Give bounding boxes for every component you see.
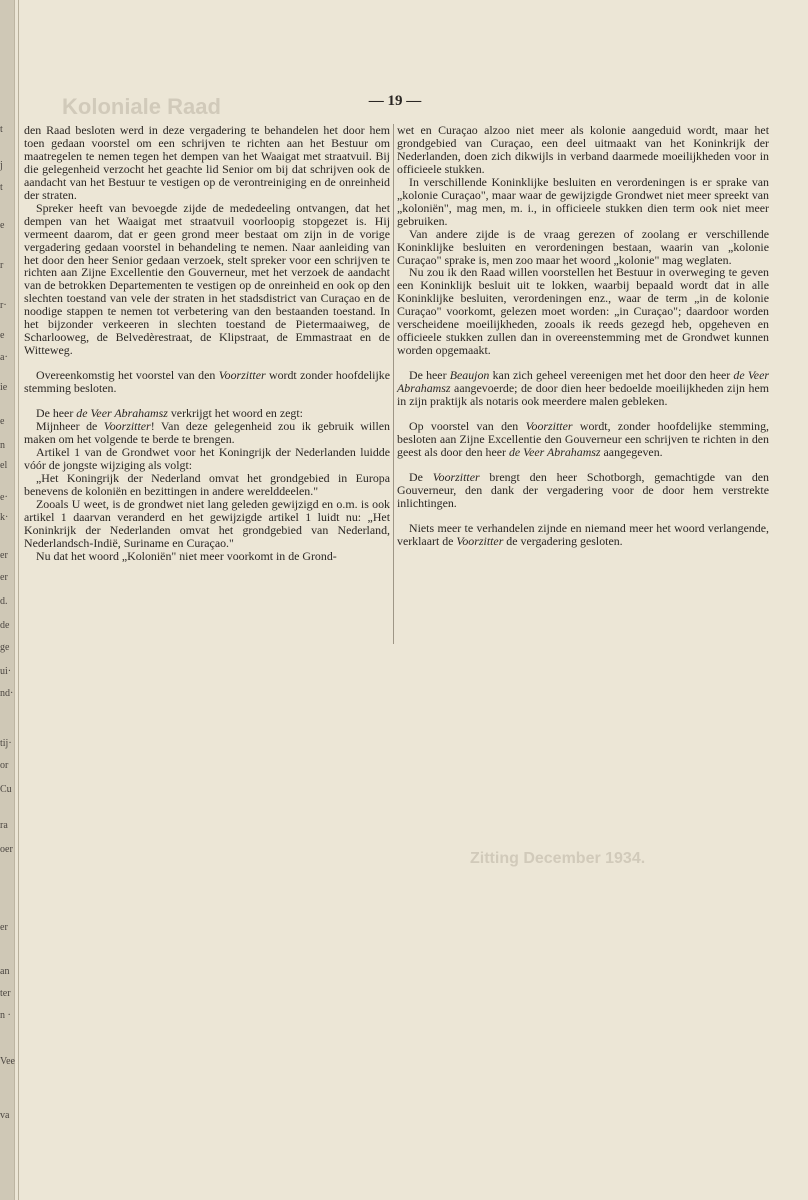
paragraph: Zooals U weet, is de grondwet niet lang geleden gewijzigd en o.m. is ook artikel 1 daarvan veranderd en het gewijzigde artikel 1 luidt nu: „Het Koninkrijk der Nederlanden omvat het grondgebied van Nederland, Nederlandsch-Indië, Suriname en Curaçao." [24, 496, 390, 550]
paragraph: Nu dat het woord „Koloniën" niet meer voorkomt in de Grond- [36, 548, 337, 563]
page-number: — 19 — [368, 93, 422, 109]
paragraph: Niets meer te verhandelen zijnde en niemand meer het woord verlangende, verklaart de Voorzitter de vergadering gesloten. [397, 520, 769, 548]
paragraph: Overeenkomstig het voorstel van den Voorzitter wordt zonder hoofdelijke stemming besloten. [24, 368, 390, 396]
paragraph: Mijnheer de Voorzitter! Van deze gelegenheid zou ik gebruik willen maken om het volgende te berde te brengen. [24, 419, 390, 446]
left-text-column [24, 124, 390, 563]
paragraph: De heer de Veer Abrahamsz verkrijgt het woord en zegt: [36, 406, 303, 421]
paragraph: De Voorzitter brengt den heer Schotborgh, gemachtigde van den Gouverneur, den dank der vergadering voor de door hem verstrekte inlichtingen. [397, 469, 769, 510]
page-gutter [18, 0, 19, 1200]
show-through-date: Zitting December 1934. [470, 850, 646, 867]
paragraph: Op voorstel van den Voorzitter wordt, zonder hoofdelijke stemming, besloten aan Zijne Excellentie den Gouverneur een schrijven te richten in den geest als door den heer de Veer Abrahamsz aangegeven. [397, 419, 769, 459]
paragraph: wet en Curaçao alzoo niet meer als kolonie aangeduid wordt, maar het grondgebied van Curaçao, een deel uitmaakt van het Koninkrijk der Nederlanden, doen zich dikwijls in verband daarmede moeilijkheden voor in officieele stukken. [397, 123, 769, 176]
paragraph: Van andere zijde is de vraag gerezen of zoolang er verschillende Koninklijke besluiten en verordeningen bestaan, waarin van „kolonie Curaçao" sprake is, men zoo maar het woord „kolonie" mag weglaten. [397, 226, 769, 267]
paragraph: Spreker heeft van bevoegde zijde de mededeeling ontvangen, dat het dempen van het Waaigat met straatvuil voorloopig stopgezet is. Hij vermeent daarom, dat er geen grond meer bestaat om zijn in de vorige vergadering gedaan voorstel in behandeling te nemen. Naar aanleiding van het door den heer Senior gedaan verzoek, stelt spreker voor een schrijven te richten aan Zijne Excellentie den Gouverneur, met het verzoek de aandacht van de betrokken Departementen te vestigen op de onreinheid en ook op den slechten toestand van vele der straten in het stadsdistrict van Curaçao en de noodige stappen te nemen tot verbetering van den bestaanden toestand. In het bijzonder verkeeren in slechten toestand de Pietermaaiweg, de Scharlooweg, de Belvedèrestraat, de Klipstraat, de Emmastraat en de Witteweg. [24, 200, 390, 358]
paragraph: De heer Beaujon kan zich geheel vereenigen met het door den heer de Veer Abrahamsz aangevoerde; de door dien heer bedoelde moeilijkheden zijn hem in zijn praktijk als notaris ook meerdere malen gebleken. [397, 368, 769, 409]
paragraph: den Raad besloten werd in deze vergadering te behandelen het door hem toen gedaan voorstel om een schrijven te richten aan het Bestuur om maatregelen te nemen tegen het dempen van het Waaigat met straatvuil. Bij die gelegenheid verzocht het geachte lid Senior om bij dat schrijven ook de aandacht van het Bestuur te vestigen op de verontreiniging en de onreinheid der straten. [24, 123, 390, 202]
right-text-column [397, 124, 769, 548]
paragraph: Artikel 1 van de Grondwet voor het Koningrijk der Nederlanden luidde vóór de jongste wijziging als volgt: [24, 444, 390, 472]
paragraph: In verschillende Koninklijke besluiten en verordeningen is er sprake van „kolonie Curaçao", maar waar de gewijzigde Grondwet niet meer spreekt van „koloniën", mag men, m. i., in officieele stukken dien term ook niet meer gebruiken. [397, 174, 769, 228]
show-through-heading: Koloniale Raad [62, 94, 221, 119]
facing-page-bleed: t j t e r r· e a· ie e n el e· k· er er d. de ge ui· nd· tij· or Cu ra oer er an ter n · Vee va [0, 124, 15, 1121]
paragraph-spacer [397, 510, 769, 522]
paragraph: „Het Koningrijk der Nederland omvat het grondgebied in Europa benevens de koloniën en bezittingen in andere werelddeelen." [24, 470, 390, 498]
paragraph: Nu zou ik den Raad willen voorstellen het Bestuur in overweging te geven een Koninklijk besluit uit te lokken, waarbij bepaald wordt dat in alle Koninklijke besluiten, verordeningen enz., waar de term „in de kolonie Curaçao" voorkomt, gelezen moet worden: „in Curaçao"; daardoor worden verscheidene moeilijkheden, zooals ik reeds gezegd heb, opgeheven en officieele stukken zullen dan in overeenstemming met de Grondwet kunnen worden opgemaakt. [397, 265, 769, 358]
column-divider [393, 124, 394, 644]
